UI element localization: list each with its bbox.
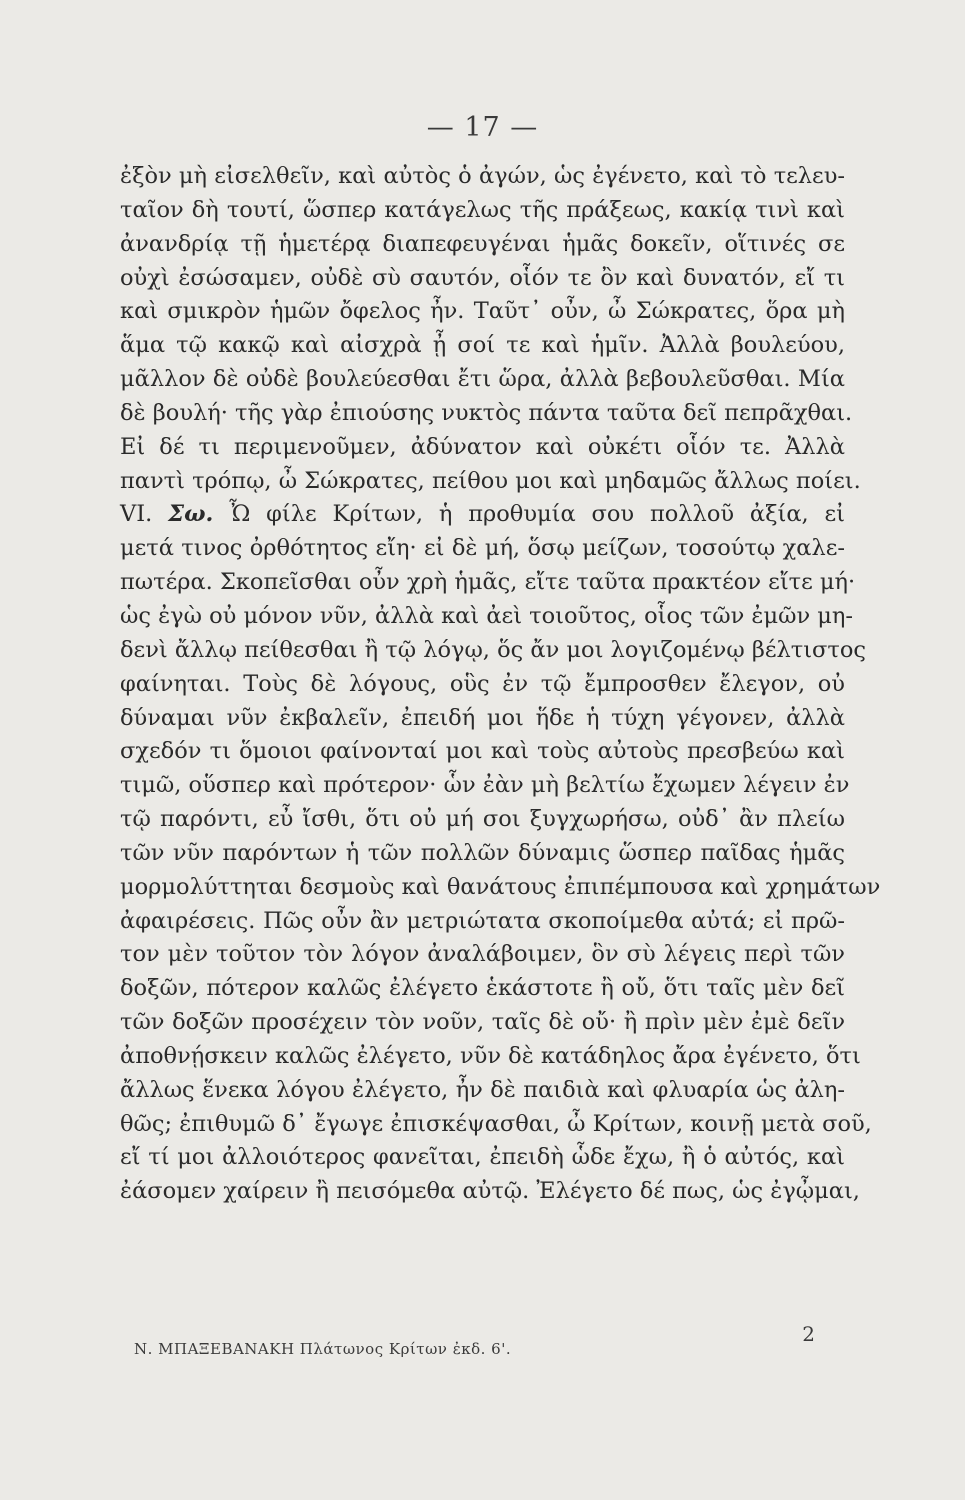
text-line: καὶ σμικρὸν ἡμῶν ὄφελος ἦν. Ταῦτ᾽ οὖν, ὦ Σώκρατες, ὅρα μὴ — [120, 298, 845, 325]
text-line: ἅμα τῷ κακῷ καὶ αἰσχρὰ ᾖ σοί τε καὶ ἡμῖν. Ἀλλὰ βουλεύου, — [120, 332, 845, 359]
text-line: οὐχὶ ἐσώσαμεν, οὐδὲ σὺ σαυτόν, οἷόν τε ὂν καὶ δυνατόν, εἴ τι — [120, 264, 845, 291]
text-line: ταῖον δὴ τουτί, ὥσπερ κατάγελως τῆς πράξεως, κακίᾳ τινὶ καὶ — [120, 196, 845, 223]
text-line: θῶς; ἐπιθυμῶ δ᾽ ἔγωγε ἐπισκέψασθαι, ὦ Κρίτων, κοινῇ μετὰ σοῦ, — [120, 1110, 872, 1137]
body-text — [120, 160, 881, 1209]
text-line: μορμολύττηται δεσμοὺς καὶ θανάτους ἐπιπέμπουσα καὶ χρημάτων — [120, 873, 881, 900]
text-line: ἀποθνῄσκειν καλῶς ἐλέγετο, νῦν δὲ κατάδηλος ἄρα ἐγένετο, ὅτι — [120, 1042, 861, 1069]
text-line: ἄλλως ἕνεκα λόγου ἐλέγετο, ἦν δὲ παιδιὰ καὶ φλυαρία ὡς ἀλη- — [120, 1076, 845, 1103]
speaker-name: Σω. — [168, 501, 214, 528]
text-line: ὡς ἐγὼ οὐ μόνον νῦν, ἀλλὰ καὶ ἀεὶ τοιοῦτος, οἷος τῶν ἐμῶν μη- — [120, 602, 853, 629]
text-line: δὲ βουλή· τῆς γὰρ ἐπιούσης νυκτὸς πάντα ταῦτα δεῖ πεπρᾶχθαι. — [120, 399, 853, 426]
text-line: φαίνηται. Τοὺς δὲ λόγους, οὓς ἐν τῷ ἔμπροσθεν ἔλεγον, οὐ — [120, 670, 845, 697]
text-line: δενὶ ἄλλῳ πείθεσθαι ἢ τῷ λόγῳ, ὅς ἄν μοι λογιζομένῳ βέλτιστος — [120, 636, 866, 663]
text-line: Εἰ δέ τι περιμενοῦμεν, ἀδύνατον καὶ οὐκέτι οἷόν τε. Ἀλλὰ — [120, 433, 845, 460]
text-line: παντὶ τρόπῳ, ὦ Σώκρατες, πείθου μοι καὶ μηδαμῶς ἄλλως ποίει. — [120, 467, 861, 494]
text-line: εἴ τί μοι ἀλλοιότερος φανεῖται, ἐπειδὴ ὧδε ἔχω, ἢ ὁ αὐτός, καὶ — [120, 1144, 845, 1171]
text-line: τῶν δοξῶν προσέχειν τὸν νοῦν, ταῖς δὲ οὔ· ἢ πρὶν μὲν ἐμὲ δεῖν — [120, 1009, 845, 1036]
section-number: VI. — [120, 501, 153, 528]
speaker-line-text: Ὦ φίλε Κρίτων, ἡ προθυμία σου πολλοῦ ἀξία, εἰ — [229, 501, 846, 528]
page-number: — 17 — — [426, 112, 539, 143]
page-footer — [120, 1322, 845, 1362]
text-line: τιμῶ, οὕσπερ καὶ πρότερον· ὧν ἐὰν μὴ βελτίω ἔχωμεν λέγειν ἐν — [120, 772, 850, 799]
text-line: μετά τινος ὀρθότητος εἴη· εἰ δὲ μή, ὅσῳ μείζων, τοσούτῳ χαλε- — [120, 535, 845, 562]
printer-signature: Ν. ΜΠΑΞΕΒΑΝΑΚΗ Πλάτωνος Κρίτων ἐκδ. 6'. — [134, 1340, 512, 1358]
text-line: τῶν νῦν παρόντων ἡ τῶν πολλῶν δύναμις ὥσπερ παῖδας ἡμᾶς — [120, 839, 845, 866]
text-line: τῷ παρόντι, εὖ ἴσθι, ὅτι οὐ μή σοι ξυγχωρήσω, οὐδ᾽ ἂν πλείω — [120, 806, 845, 833]
text-line: ἀφαιρέσεις. Πῶς οὖν ἂν μετριώτατα σκοποίμεθα αὐτά; εἰ πρῶ- — [120, 907, 845, 934]
text-line: ἐάσομεν χαίρειν ἢ πεισόμεθα αὐτῷ. Ἐλέγετο δέ πως, ὡς ἐγᾦμαι, — [120, 1178, 860, 1205]
text-line: ἀνανδρίᾳ τῇ ἡμετέρᾳ διαπεφευγέναι ἡμᾶς δοκεῖν, οἵτινές σε — [120, 230, 845, 257]
speaker-line — [120, 498, 845, 532]
sheet-number: 2 — [802, 1322, 815, 1346]
text-line: μᾶλλον δὲ οὐδὲ βουλεύεσθαι ἔτι ὥρα, ἀλλὰ βεβουλεῦσθαι. Μία — [120, 366, 845, 393]
text-line: σχεδόν τι ὅμοιοι φαίνονταί μοι καὶ τοὺς αὐτοὺς πρεσβεύω καὶ — [120, 738, 845, 765]
text-line: ἐξὸν μὴ εἰσελθεῖν, καὶ αὐτὸς ὁ ἀγών, ὡς ἐγένετο, καὶ τὸ τελευ- — [120, 163, 845, 189]
text-line: δοξῶν, πότερον καλῶς ἐλέγετο ἑκάστοτε ἢ οὔ, ὅτι ταῖς μὲν δεῖ — [120, 975, 845, 1002]
text-line: δύναμαι νῦν ἐκβαλεῖν, ἐπειδή μοι ἥδε ἡ τύχη γέγονεν, ἀλλὰ — [120, 704, 845, 731]
text-line: τον μὲν τοῦτον τὸν λόγον ἀναλάβοιμεν, ὃν σὺ λέγεις περὶ τῶν — [120, 941, 845, 968]
text-line: πωτέρα. Σκοπεῖσθαι οὖν χρὴ ἡμᾶς, εἴτε ταῦτα πρακτέον εἴτε μή· — [120, 569, 856, 596]
